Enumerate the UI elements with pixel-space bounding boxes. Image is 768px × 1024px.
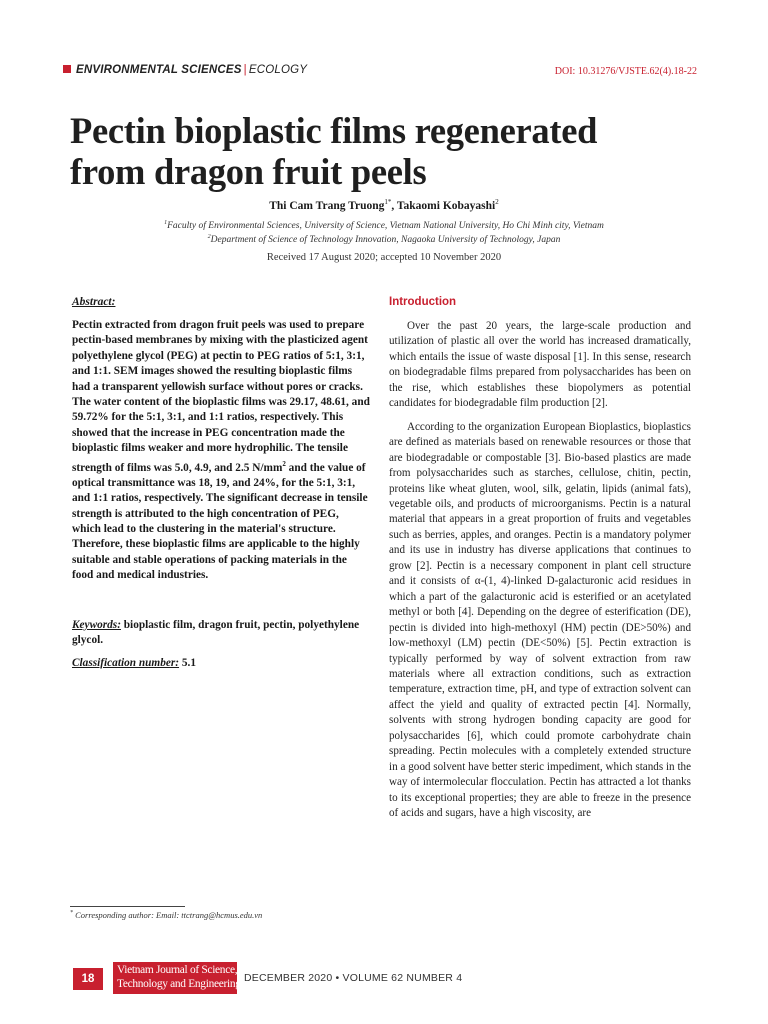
issue-info (244, 972, 462, 984)
corresponding-author-footnote (70, 910, 262, 920)
received-dates: Received 17 August 2020; accepted 10 November 2020 (266, 252, 502, 263)
issue-date: DECEMBER 2020 (244, 972, 333, 984)
journal-name-line-2: Technology and Engineering (117, 977, 241, 990)
author-2: Takaomi Kobayashi (396, 199, 496, 212)
abstract-text-b: and the value of optical transmittance was 18, 19, and 24%, for the 5:1, 3:1, and 1:1 ratios, respectively. The significant decrease in tensile strength is attributed to the high concentration of PEG, which lead to the clustering in the material's structure. Therefore, these bioplastic films are applicable to the highly suitable and stable operations of packing materials in the food and medical industries. (72, 461, 368, 582)
paper-title (70, 110, 710, 192)
doi-label: DOI: 10.31276/VJSTE.62(4).18-22 (554, 66, 697, 77)
abstract-body (72, 318, 370, 584)
author-1: Thi Cam Trang Truong (269, 199, 385, 212)
journal-name-line-1: Vietnam Journal of Science, (117, 964, 238, 976)
intro-paragraph-2: According to the organization European Bioplastics, bioplastics are defined as materials based on renewable resources or those that are biodegradable or compostable [3]. Bio-based plastics are made from polysaccharides such as starches, cellulose, chitin, pectin, proteins like wheat gluten, wool, silk, gelatin, lipids (animal fats), vegetable oils, and products of microorganisms. Pectin is a natural material that appears in a great proportion of fruits and vegetables such as berries, apples, and oranges. Pectin is a mandatory polymer and its use in industry has diverse applications that continues to grow [2]. Pectin is a necessary component in plant cell structure and it consists of α-(1, 4)-linked D-galacturonic acid residues in which a part of the galacturonic acid is esterified or an acetylated methyl or both [4]. Depending on the degree of esterification (DE), pectin is divided into high-methoxyl (HM) pectin (DE>50%) and low-methoxyl (LM) pectin (DE<50%) [5]. Pectin extraction is typically performed by way of solvent extraction from raw materials where all extraction conditions, such as extraction temperature, extraction time, pH, and type of extraction solvent can affect the yield and quality of extracted pectin [4]. Normally, solvents with strong hydrogen bonding capacity are good for polysaccharides [6], which could promote carbohydrate chain spreading. Pectin molecules with a completely extended structure in a good solvent have better steric impediment, which stands in the way of intermolecular flocculation. Pectin has attracted a lot thanks to its exceptional properties; they are able to freeze in the presence of acids and sugars, have a high viscosity, are (389, 420, 691, 820)
title-line-2: from dragon fruit peels (70, 151, 427, 192)
abstract-unit-sup: 2 (282, 459, 286, 468)
introduction-body (389, 319, 691, 830)
affiliation-2-sup: 2 (207, 234, 211, 240)
section-category (63, 64, 307, 76)
affiliation-1-sup: 1 (164, 220, 168, 226)
keywords (72, 618, 370, 649)
issue-volume: VOLUME 62 NUMBER 4 (342, 972, 463, 984)
keywords-text: bioplastic film, dragon fruit, pectin, polyethylene glycol. (72, 619, 360, 647)
affiliation-2-text: Department of Science of Technology Innovation, Nagaoka University of Technology, Japan (210, 235, 561, 246)
footnote-rule (70, 906, 185, 907)
author-separator: , (391, 199, 397, 212)
page-number: 18 (73, 968, 103, 990)
category-separator: | (243, 64, 247, 76)
footnote-text: Corresponding author: Email: ttctrang@hcmus.edu.vn (75, 910, 263, 920)
issue-dot: • (332, 972, 343, 984)
author-2-affil: 2 (495, 198, 499, 206)
classification-value: 5.1 (179, 657, 196, 669)
classification-number (72, 657, 196, 669)
category-label: ENVIRONMENTAL SCIENCES (76, 64, 242, 76)
author-list (0, 198, 768, 212)
journal-badge (113, 962, 241, 994)
red-square-icon (63, 65, 71, 73)
affiliation-2 (0, 234, 768, 245)
author-1-affil: 1* (384, 198, 392, 206)
intro-paragraph-1: Over the past 20 years, the large-scale production and utilization of plastic all over the world has increased dramatically, which entails the issue of waste disposal [1]. In this sense, research on biodegradable films prepared from polysaccharides has been on the rise, which establishes these biopolymers as potential candidates for biodegradable film production [2]. (389, 320, 691, 410)
title-line-1: Pectin bioplastic films regenerated (70, 110, 598, 151)
introduction-heading: Introduction (389, 296, 457, 308)
classification-label: Classification number: (72, 657, 180, 669)
journal-name (113, 962, 241, 994)
abstract-text-a: Pectin extracted from dragon fruit peels was used to prepare pectin-based membranes by mixing with the plasticized agent polyethylene glycol (PEG) at pectin to PEG ratios of 5:1, 3:1, and 1:1. SEM images showed the resulting bioplastic films had a transparent yellowish surface without pores or cracks. The water content of the bioplastic films was 29.17, 48.61, and 59.72% for the 5:1, 3:1, and 1:1 ratios, respectively. This showed that the increase in PEG concentration made the bioplastic films weaker and more hydrophilic. The tensile strength of films was 5.0, 4.9, and 2.5 N/mm (72, 319, 370, 474)
affiliation-1 (0, 220, 768, 231)
abstract-heading: Abstract: (72, 296, 116, 308)
subcategory-label: ECOLOGY (248, 64, 308, 76)
keywords-label: Keywords: (72, 619, 121, 631)
affiliation-1-text: Faculty of Environmental Sciences, University of Science, Vietnam National University, Ho Chi Minh city, Vietnam (167, 221, 604, 232)
footnote-marker: * (70, 910, 73, 917)
